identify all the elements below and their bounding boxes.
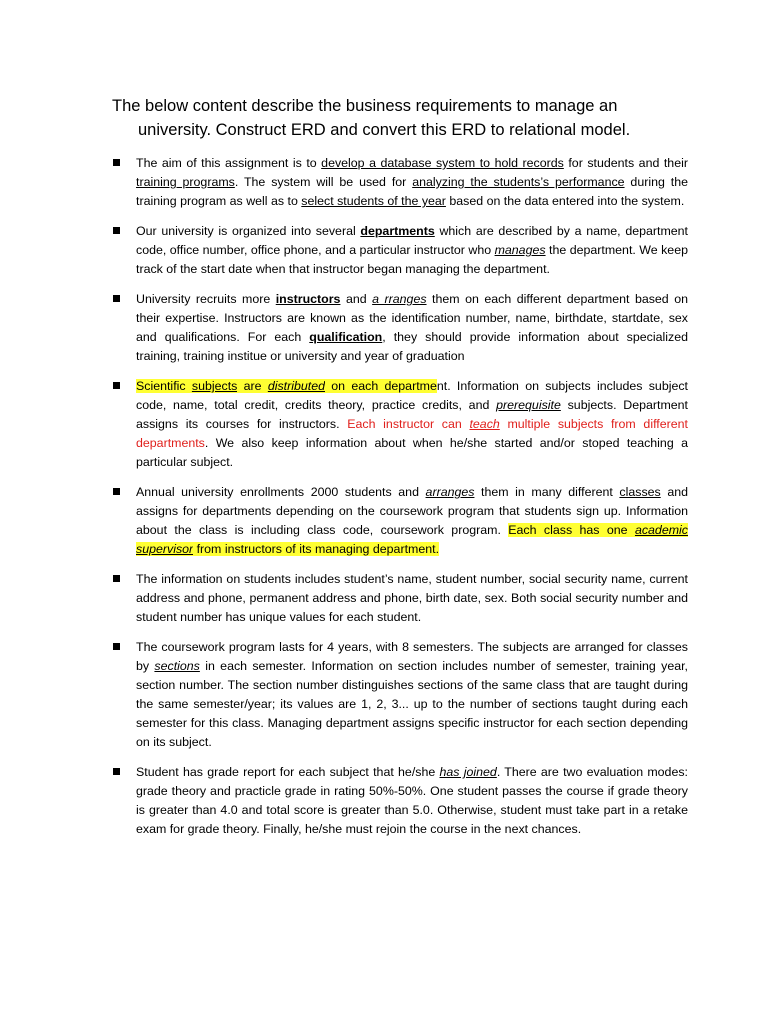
text: for students and their bbox=[563, 156, 688, 170]
text: subjects. Department assigns its courses for instructors. bbox=[136, 398, 688, 431]
bullet-square-icon bbox=[113, 768, 120, 775]
bullet-square-icon bbox=[113, 575, 120, 582]
requirement-item-grades bbox=[112, 763, 688, 839]
underlined-text: instructors bbox=[275, 292, 341, 306]
red-underlined-italic-text: teach bbox=[469, 417, 500, 431]
text: The aim of this assignment is to bbox=[136, 156, 322, 170]
text: University recruits more bbox=[136, 292, 276, 306]
red-text: Each instructor can bbox=[347, 417, 470, 431]
text: the department. We keep track of the start date when that instructor began managing the department. bbox=[136, 243, 688, 276]
text: . We also keep information about when he/she started and/or stoped teaching a particular subject. bbox=[136, 436, 688, 469]
underlined-italic-text: prerequisite bbox=[496, 398, 561, 412]
underlined-text: select students of the year bbox=[301, 194, 446, 208]
text: The coursework program lasts for 4 years, with 8 semesters. The subjects are arranged for classes by bbox=[136, 640, 688, 673]
text: them in many different bbox=[474, 485, 620, 499]
text: The information on students includes student’s name, student number, social security name, current address and phone, permanent address and phone, birth date, sex. Both social security number and student number has unique values for each student. bbox=[136, 572, 688, 624]
text: . The system will be used for bbox=[234, 175, 413, 189]
heading-line-1: The below content describe the business requirements to manage an bbox=[112, 97, 618, 115]
highlighted-text: are bbox=[237, 379, 268, 393]
underlined-text: develop a database system to hold records bbox=[321, 156, 564, 170]
requirement-item-aim bbox=[112, 154, 688, 211]
text: . There are two evaluation modes: grade theory and practicle grade in rating 50%-50%. One student passes the course if grade theory is greater than 4.0 and total score is greater than 5.0. Otherwise, student must take part in a retake exam for grade theory. Finally, he/she must rejoin the course in the next chances. bbox=[136, 765, 688, 836]
highlighted-text: Each class has one bbox=[508, 523, 635, 537]
text: Student has grade report for each subject that he/she bbox=[136, 765, 440, 779]
highlighted-text: from instructors of its managing department. bbox=[193, 542, 440, 556]
bullet-square-icon bbox=[113, 488, 120, 495]
requirement-item-departments bbox=[112, 222, 688, 279]
underlined-text: qualification bbox=[309, 330, 383, 344]
text: based on the data entered into the system. bbox=[445, 194, 685, 208]
text: them on each different department based on their expertise. Instructors are known as the identification number, name, birthdate, startdate, sex and qualifications. For each bbox=[136, 292, 688, 344]
requirement-item-coursework bbox=[112, 638, 688, 752]
text: and assigns for departments depending on the coursework program that students sign up. Information about the class is including class code, coursework program. bbox=[136, 485, 688, 537]
text: Annual university enrollments 2000 students and bbox=[136, 485, 426, 499]
text: nt. Information on subjects includes subject code, name, total credit, credits theory, practice credits, and bbox=[136, 379, 688, 412]
text: Our university is organized into several bbox=[136, 224, 361, 238]
bullet-square-icon bbox=[113, 227, 120, 234]
bullet-square-icon bbox=[113, 382, 120, 389]
highlighted-underlined-text: subjects bbox=[191, 379, 238, 393]
underlined-italic-text: sections bbox=[154, 659, 200, 673]
underlined-italic-text: manages bbox=[494, 243, 546, 257]
heading-line-2: university. Construct ERD and convert this ERD to relational model. bbox=[138, 121, 631, 139]
underlined-italic-text: arranges bbox=[425, 485, 475, 499]
text: during the training program as well as to bbox=[136, 175, 688, 208]
highlighted-underlined-italic-text: academic supervisor bbox=[136, 523, 688, 556]
underlined-italic-text: a rranges bbox=[372, 292, 427, 306]
underlined-text: departments bbox=[360, 224, 435, 238]
bullet-square-icon bbox=[113, 643, 120, 650]
highlighted-underlined-italic-text: distributed bbox=[267, 379, 325, 393]
text: and bbox=[340, 292, 373, 306]
highlighted-text: on each departme bbox=[325, 379, 437, 393]
requirement-item-instructors bbox=[112, 290, 688, 366]
text: in each semester. Information on section includes number of semester, training year, section number. The section number distinguishes sections of the same class that are taught during the same semester/year; its values are 1, 2, 3... up to the number of sections taught during each semester for this class. Managing department assigns specific instructor for each section depending on its subject. bbox=[136, 659, 688, 749]
text: which are described by a name, department code, office number, office phone, and a particular instructor who bbox=[136, 224, 688, 257]
requirement-item-subjects bbox=[112, 377, 688, 472]
underlined-text: training programs bbox=[136, 175, 235, 189]
bullet-square-icon bbox=[113, 159, 120, 166]
red-text: multiple subjects from different departments bbox=[136, 417, 688, 450]
underlined-italic-text: has joined bbox=[439, 765, 497, 779]
page-heading bbox=[112, 94, 688, 142]
underlined-text: analyzing the students’s performance bbox=[412, 175, 625, 189]
highlighted-text: Scientific bbox=[136, 379, 192, 393]
requirement-item-enrollment bbox=[112, 483, 688, 559]
text: , they should provide information about specialized training, training institue or university and year of graduation bbox=[136, 330, 688, 363]
requirement-item-students bbox=[112, 570, 688, 627]
underlined-text: classes bbox=[619, 485, 661, 499]
bullet-square-icon bbox=[113, 295, 120, 302]
